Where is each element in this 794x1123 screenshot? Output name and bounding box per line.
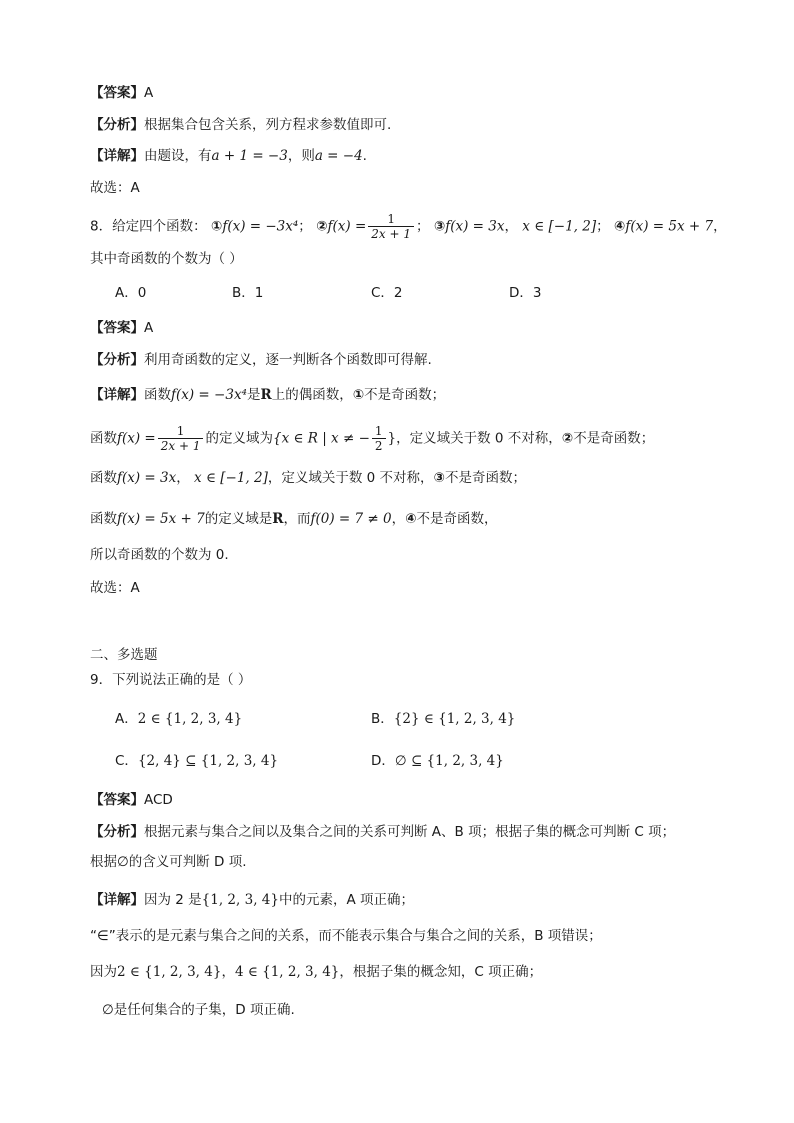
detail-text: ，而 — [283, 511, 311, 527]
q9-stem: 9．下列说法正确的是（ ） — [90, 672, 252, 688]
q9-detail-4 — [102, 1000, 295, 1020]
answer-value: ACD — [144, 792, 173, 808]
fraction — [372, 424, 386, 453]
q9-option-d — [371, 751, 504, 771]
option-label: C． — [115, 753, 138, 769]
q7-answer — [90, 83, 153, 103]
q7-choice: 故选：A — [90, 180, 140, 196]
analysis-tag: 【分析】 — [90, 352, 144, 368]
option-label: D． — [371, 753, 395, 769]
option-label: B． — [371, 711, 394, 727]
math-function: f(x) = 3x — [117, 470, 177, 486]
separator: ； — [298, 218, 312, 235]
math-function: f(x) = — [117, 430, 156, 447]
analysis-text: 根据集合包含关系，列方程求参数值即可. — [144, 117, 392, 133]
q9-option-a — [115, 709, 242, 729]
fraction-numerator: 1 — [374, 424, 383, 438]
detail-text: ，根据子集的概念知，C 项正确； — [339, 964, 543, 980]
fraction — [368, 212, 414, 241]
math-set: {1, 2, 3, 4} — [201, 892, 279, 908]
math-function: f(x) = 5x + 7 — [625, 218, 714, 235]
q8-detail-4 — [90, 509, 498, 529]
separator: ， — [176, 470, 190, 486]
circled-number: ① — [352, 387, 365, 403]
math-expression: ∅ ⊆ {1, 2, 3, 4} — [394, 753, 504, 769]
q8-stem-line2: 其中奇函数的个数为（ ） — [90, 251, 243, 267]
answer-tag: 【答案】 — [90, 320, 144, 336]
q8-analysis — [90, 350, 432, 370]
math-function: f(x) = 3x — [445, 218, 505, 235]
detail-text: ，则 — [287, 148, 315, 164]
q9-option-c — [115, 751, 278, 771]
empty-set-symbol: ∅ — [117, 854, 129, 870]
analysis-tag: 【分析】 — [90, 117, 144, 133]
analysis-text: 的含义可判断 D 项. — [128, 854, 247, 870]
q8-option-d: D．3 — [509, 285, 542, 301]
math-expression: {2, 4} ⊆ {1, 2, 3, 4} — [137, 753, 279, 769]
q8-option-b: B．1 — [232, 285, 264, 301]
circled-number: ② — [561, 430, 574, 447]
math-domain: x ∈ [−1, 2] — [194, 470, 268, 486]
math-equation: a + 1 = −3 — [211, 148, 288, 164]
q7-analysis — [90, 115, 391, 135]
detail-text: 因为 — [90, 964, 117, 980]
separator: ， — [504, 218, 518, 235]
fraction — [158, 424, 204, 453]
separator: ； — [596, 218, 610, 235]
q8-stem — [90, 212, 727, 241]
detail-text: 函数 — [144, 387, 171, 403]
math-expression: {2} ∈ {1, 2, 3, 4} — [393, 711, 516, 727]
math-function: f(x) = 5x + 7 — [117, 511, 205, 527]
math-expression: 2 ∈ {1, 2, 3, 4} — [137, 711, 243, 727]
detail-text: 不是奇函数； — [573, 430, 655, 447]
math-expression: 4 ∈ {1, 2, 3, 4} — [234, 964, 340, 980]
detail-text: 的定义域是 — [204, 511, 273, 527]
math-function: f(x) = −3x⁴ — [222, 218, 299, 235]
detail-text: 是任何集合的子集，D 项正确. — [113, 1002, 295, 1018]
q8-choice: 故选：A — [90, 580, 140, 596]
fraction-denominator: 2x + 1 — [158, 438, 204, 453]
answer-tag: 【答案】 — [90, 792, 144, 808]
math-set: } — [387, 430, 397, 447]
detail-text: 上的偶函数， — [271, 387, 353, 403]
math-expression: 2 ∈ {1, 2, 3, 4} — [117, 964, 222, 980]
q8-detail-3 — [90, 468, 526, 488]
q9-detail-1 — [90, 890, 414, 910]
answer-tag: 【答案】 — [90, 85, 144, 101]
circled-number: ③ — [433, 470, 445, 486]
option-label: A． — [115, 711, 138, 727]
empty-set-symbol: ∅ — [102, 1002, 114, 1018]
fraction-numerator: 1 — [176, 424, 185, 438]
math-function: f(x) = — [327, 218, 367, 235]
q8-option-c: C．2 — [371, 285, 403, 301]
detail-text: 不是奇函数， — [416, 511, 498, 527]
separator: ， — [713, 218, 727, 235]
detail-text: 中的元素，A 项正确； — [278, 892, 414, 908]
math-set: {x ∈ R | x ≠ − — [272, 430, 370, 447]
q9-answer — [90, 790, 173, 810]
detail-text: 是 — [246, 387, 261, 403]
circled-number: ④ — [405, 511, 417, 527]
detail-text: 不是奇函数； — [444, 470, 526, 486]
fraction-denominator: 2 — [372, 438, 386, 453]
circled-number: ④ — [613, 218, 626, 235]
real-set-symbol: R — [272, 511, 284, 527]
circled-number: ① — [210, 218, 223, 235]
fraction-numerator: 1 — [387, 212, 395, 226]
q8-conclusion: 所以奇函数的个数为 0. — [90, 547, 229, 563]
detail-tag: 【详解】 — [90, 892, 144, 908]
math-equation: a = −4 — [314, 148, 363, 164]
q8-answer — [90, 318, 153, 338]
detail-tag: 【详解】 — [90, 387, 144, 403]
q7-detail — [90, 146, 367, 166]
math-function: f(x) = −3x⁴ — [171, 387, 247, 403]
stem-text: 8．给定四个函数： — [90, 218, 207, 235]
q9-analysis-line2 — [90, 852, 247, 872]
detail-text: 函数 — [90, 430, 117, 447]
detail-text: 的定义域为 — [205, 430, 273, 447]
math-domain: x ∈ [−1, 2] — [522, 218, 597, 235]
math-equation: f(0) = 7 ≠ 0 — [310, 511, 392, 527]
q8-detail-2 — [90, 424, 654, 453]
q8-option-a: A．0 — [115, 285, 147, 301]
q9-detail-3 — [90, 962, 542, 982]
detail-text: 因为 2 是 — [144, 892, 202, 908]
detail-text: . — [362, 148, 367, 164]
detail-text: 函数 — [90, 511, 117, 527]
analysis-text: 根据元素与集合之间以及集合之间的关系可判断 A、B 项；根据子集的概念可判断 C 项； — [144, 824, 676, 840]
circled-number: ③ — [433, 218, 446, 235]
answer-value: A — [144, 85, 154, 101]
section-title: 二、多选题 — [90, 647, 158, 663]
q9-option-b — [371, 709, 515, 729]
detail-text: 函数 — [90, 470, 117, 486]
analysis-tag: 【分析】 — [90, 824, 144, 840]
real-set-symbol: R — [260, 387, 272, 403]
detail-text: ， — [391, 511, 406, 527]
detail-text: ，定义域关于数 0 不对称， — [267, 470, 434, 486]
analysis-text: 利用奇函数的定义，逐一判断各个函数即可得解. — [144, 352, 432, 368]
fraction-denominator: 2x + 1 — [368, 226, 414, 241]
answer-value: A — [144, 320, 154, 336]
q9-analysis — [90, 822, 675, 842]
circled-number: ② — [316, 218, 328, 235]
detail-text: 不是奇函数； — [364, 387, 446, 403]
separator: ； — [416, 218, 430, 235]
q8-detail-1 — [90, 385, 445, 405]
detail-text: 由题设，有 — [144, 148, 212, 164]
analysis-text: 根据 — [90, 854, 117, 870]
detail-tag: 【详解】 — [90, 148, 144, 164]
separator: ， — [221, 964, 235, 980]
q9-detail-2: “∈”表示的是元素与集合之间的关系，而不能表示集合与集合之间的关系，B 项错误； — [90, 928, 602, 944]
detail-text: ，定义域关于数 0 不对称， — [396, 430, 562, 447]
